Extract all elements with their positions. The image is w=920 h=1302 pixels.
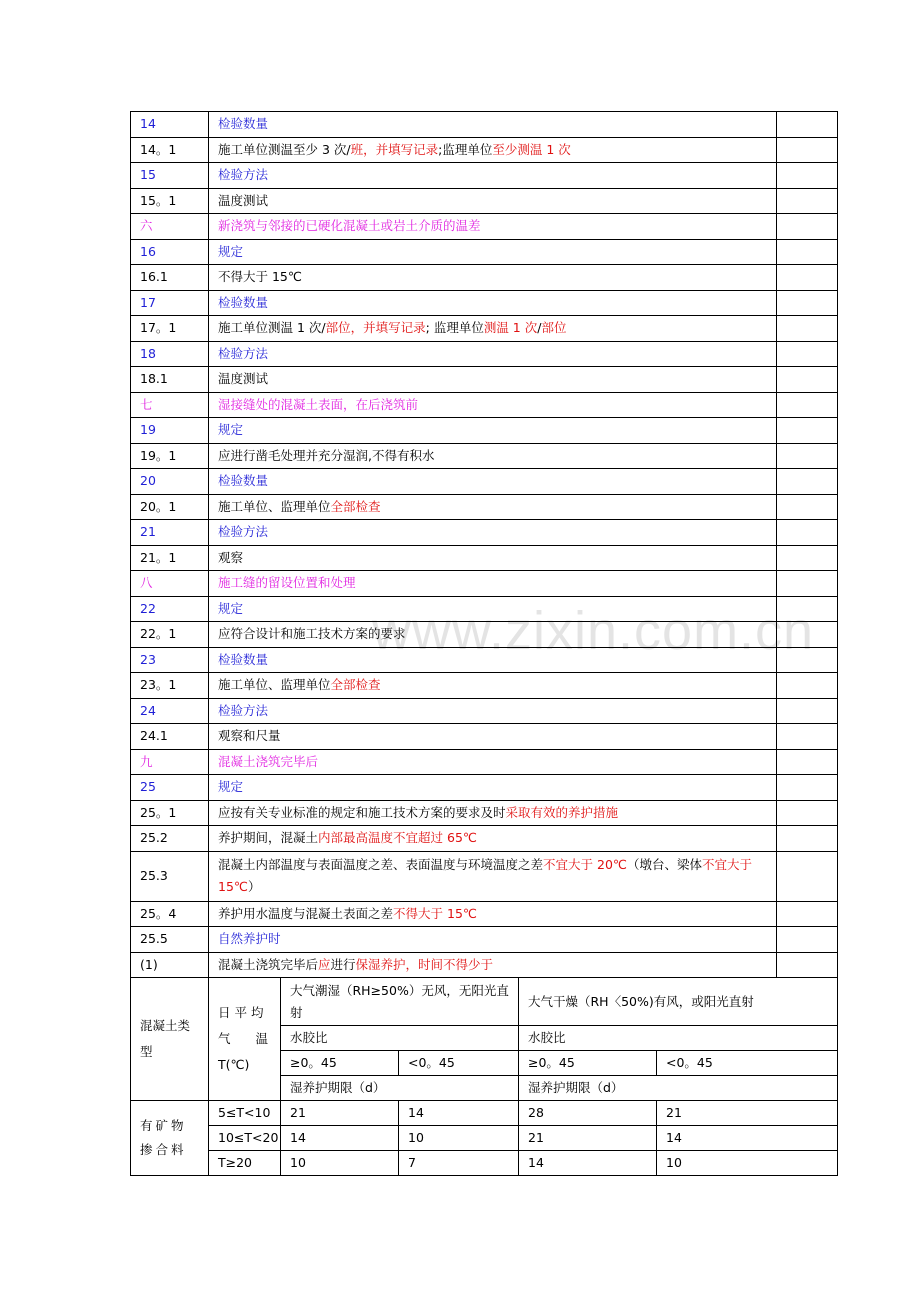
watermark: www.zixin.com.cn	[372, 601, 815, 661]
content-segment: 养护用水温度与混凝土表面之差	[218, 905, 394, 921]
period-value: 14	[399, 1101, 519, 1126]
content-segment: 检验数量	[218, 473, 269, 489]
spec-row	[131, 596, 838, 622]
remarks-cell	[777, 901, 838, 927]
content-segment: 规定	[218, 779, 244, 795]
row-content	[209, 927, 777, 953]
row-number: 19。1	[131, 443, 209, 469]
spec-row	[131, 214, 838, 240]
remarks-cell	[777, 367, 838, 393]
remarks-cell	[777, 647, 838, 673]
content-segment: 不宜大于 15℃	[218, 857, 752, 894]
row-number: (1)	[131, 952, 209, 978]
row-content	[209, 724, 777, 750]
period-value: 10	[399, 1126, 519, 1151]
wc-ratio-dry: 水胶比	[519, 1026, 838, 1051]
spec-row	[131, 622, 838, 648]
row-number: 25.5	[131, 927, 209, 953]
row-number: 17。1	[131, 316, 209, 342]
row-number: 六	[131, 214, 209, 240]
content-segment: 规定	[218, 422, 244, 438]
content-segment: 检验方法	[218, 167, 269, 183]
content-segment: 混凝土内部温度与表面温度之差、表面温度与环境温度之差	[218, 857, 544, 872]
content-segment: 混凝土浇筑完毕后	[218, 956, 319, 972]
row-content	[209, 418, 777, 444]
ratio-lt-humid: <0。45	[399, 1051, 519, 1076]
concrete-type-label: 混凝土类型	[131, 978, 209, 1101]
row-content	[209, 622, 777, 648]
row-number: 23。1	[131, 673, 209, 699]
remarks-cell	[777, 316, 838, 342]
row-number: 20	[131, 469, 209, 495]
row-content	[209, 545, 777, 571]
content-segment: 检验数量	[218, 294, 269, 310]
remarks-cell	[777, 418, 838, 444]
row-content	[209, 367, 777, 393]
remarks-cell	[777, 749, 838, 775]
row-content	[209, 163, 777, 189]
row-number: 18	[131, 341, 209, 367]
spec-row	[131, 545, 838, 571]
ratio-ge-humid: ≥0。45	[281, 1051, 399, 1076]
row-number: 18.1	[131, 367, 209, 393]
period-value: 10	[281, 1151, 399, 1176]
content-segment: 观察	[218, 549, 244, 565]
content-segment: /	[537, 320, 542, 336]
spec-row	[131, 367, 838, 393]
remarks-cell	[777, 290, 838, 316]
row-content	[209, 494, 777, 520]
period-humid: 湿养护期限（d）	[281, 1076, 519, 1101]
row-content	[209, 952, 777, 978]
row-number: 23	[131, 647, 209, 673]
spec-row	[131, 775, 838, 801]
ratio-lt-dry: <0。45	[657, 1051, 838, 1076]
row-number: 15	[131, 163, 209, 189]
row-number: 22。1	[131, 622, 209, 648]
spec-row	[131, 188, 838, 214]
remarks-cell	[777, 494, 838, 520]
row-content	[209, 214, 777, 240]
spec-row	[131, 927, 838, 953]
row-number: 16.1	[131, 265, 209, 291]
spec-row	[131, 901, 838, 927]
content-segment: 温度测试	[218, 192, 269, 208]
remarks-cell	[777, 265, 838, 291]
row-number: 25.2	[131, 826, 209, 852]
row-content	[209, 443, 777, 469]
remarks-cell	[777, 596, 838, 622]
spec-row	[131, 698, 838, 724]
row-content	[209, 571, 777, 597]
content-segment: 养护期间，混凝土	[218, 830, 319, 846]
spec-row	[131, 851, 838, 901]
remarks-cell	[777, 137, 838, 163]
row-number: 20。1	[131, 494, 209, 520]
content-segment: ）	[247, 879, 261, 894]
row-number: 24	[131, 698, 209, 724]
spec-row	[131, 239, 838, 265]
content-segment: 部位	[541, 320, 567, 336]
row-number: 14	[131, 112, 209, 138]
remarks-cell	[777, 341, 838, 367]
content-segment: 检验数量	[218, 651, 269, 667]
row-number: 22	[131, 596, 209, 622]
row-content	[209, 112, 777, 138]
row-number: 17	[131, 290, 209, 316]
content-segment: 全部检查	[330, 677, 381, 693]
row-content	[209, 316, 777, 342]
content-segment: 检验方法	[218, 702, 269, 718]
remarks-cell	[777, 724, 838, 750]
spec-row	[131, 265, 838, 291]
remarks-cell	[777, 443, 838, 469]
remarks-cell	[777, 851, 838, 901]
content-segment: 应	[318, 956, 331, 972]
remarks-cell	[777, 927, 838, 953]
row-number: 七	[131, 392, 209, 418]
content-segment: 规定	[218, 600, 244, 616]
content-segment: 内部最高温度不宜超过 65℃	[318, 830, 477, 846]
spec-row	[131, 647, 838, 673]
spec-row	[131, 494, 838, 520]
row-content	[209, 341, 777, 367]
remarks-cell	[777, 392, 838, 418]
wc-ratio-humid: 水胶比	[281, 1026, 519, 1051]
content-segment: 新浇筑与邻接的已硬化混凝土或岩土介质的温差	[218, 218, 481, 234]
spec-row	[131, 316, 838, 342]
row-number: 25。1	[131, 800, 209, 826]
curing-header-row	[131, 978, 838, 1026]
row-content	[209, 775, 777, 801]
content-segment: 应符合设计和施工技术方案的要求	[218, 626, 406, 642]
row-number: 21。1	[131, 545, 209, 571]
spec-row	[131, 571, 838, 597]
specification-table	[130, 111, 837, 1176]
remarks-cell	[777, 163, 838, 189]
row-content	[209, 265, 777, 291]
content-segment: 温度测试	[218, 371, 269, 387]
spec-row	[131, 443, 838, 469]
period-value: 7	[399, 1151, 519, 1176]
content-segment: ;监理单位	[438, 141, 493, 157]
period-value: 21	[657, 1101, 838, 1126]
remarks-cell	[777, 826, 838, 852]
content-segment: 观察和尺量	[218, 728, 281, 744]
spec-row	[131, 137, 838, 163]
remarks-cell	[777, 469, 838, 495]
spec-row	[131, 826, 838, 852]
content-segment: 至少测温 1 次	[492, 141, 571, 157]
spec-row	[131, 800, 838, 826]
period-value: 14	[281, 1126, 399, 1151]
content-segment: 应按有关专业标准的规定和施工技术方案的要求及时	[218, 804, 506, 820]
row-number: 25。4	[131, 901, 209, 927]
row-number: 16	[131, 239, 209, 265]
row-number: 九	[131, 749, 209, 775]
content-segment: 采取有效的养护措施	[505, 804, 619, 820]
row-content	[209, 596, 777, 622]
curing-data-row	[131, 1151, 838, 1176]
row-number: 14。1	[131, 137, 209, 163]
row-content	[209, 392, 777, 418]
content-segment: 施工单位测温至少 3 次/	[218, 141, 351, 157]
spec-row	[131, 290, 838, 316]
remarks-cell	[777, 698, 838, 724]
row-content	[209, 469, 777, 495]
period-dry: 湿养护期限（d）	[519, 1076, 838, 1101]
remarks-cell	[777, 214, 838, 240]
spec-row	[131, 112, 838, 138]
content-segment: 班，并填写记录	[350, 141, 439, 157]
period-value: 21	[519, 1126, 657, 1151]
temp-range: 5≤T<10	[209, 1101, 281, 1126]
condition-humid: 大气潮湿（RH≥50%）无风，无阳光直射	[281, 978, 519, 1026]
spec-row	[131, 673, 838, 699]
spec-row	[131, 341, 838, 367]
period-value: 14	[657, 1126, 838, 1151]
row-content	[209, 290, 777, 316]
content-segment: 不得大于 15℃	[393, 905, 477, 921]
remarks-cell	[777, 800, 838, 826]
row-number: 15。1	[131, 188, 209, 214]
curing-data-row	[131, 1101, 838, 1126]
remarks-cell	[777, 239, 838, 265]
row-content	[209, 520, 777, 546]
row-content	[209, 698, 777, 724]
content-segment: 全部检查	[330, 498, 381, 514]
content-segment: 测温 1 次	[483, 320, 538, 336]
period-value: 10	[657, 1151, 838, 1176]
period-value: 21	[281, 1101, 399, 1126]
content-segment: 施工单位测温 1 次/	[218, 320, 326, 336]
mineral-admixture-label: 有矿物掺合料	[131, 1101, 209, 1176]
row-content	[209, 137, 777, 163]
remarks-cell	[777, 571, 838, 597]
content-segment: 检验方法	[218, 524, 269, 540]
spec-row	[131, 724, 838, 750]
content-segment: 进行	[330, 956, 356, 972]
content-segment: 保湿养护，时间不得少于	[355, 956, 494, 972]
ratio-ge-dry: ≥0。45	[519, 1051, 657, 1076]
content-segment: 应进行凿毛处理并充分湿润,不得有积水	[218, 447, 435, 463]
row-content	[209, 901, 777, 927]
row-content	[209, 647, 777, 673]
spec-row	[131, 418, 838, 444]
temp-range: T≥20	[209, 1151, 281, 1176]
content-segment: 混凝土浇筑完毕后	[218, 753, 319, 769]
row-number: 八	[131, 571, 209, 597]
content-segment: 不宜大于 20℃	[543, 857, 627, 872]
spec-row	[131, 163, 838, 189]
content-segment: 规定	[218, 243, 244, 259]
row-number: 19	[131, 418, 209, 444]
row-number: 21	[131, 520, 209, 546]
content-segment: 施工缝的留设位置和处理	[218, 575, 356, 591]
spec-row	[131, 392, 838, 418]
period-value: 28	[519, 1101, 657, 1126]
content-segment: 施工单位、监理单位	[218, 677, 331, 693]
avg-temp-label: 日 平 均 气 温 T(℃)	[209, 978, 281, 1101]
content-segment: 湿接缝处的混凝土表面，在后浇筑前	[218, 396, 419, 412]
remarks-cell	[777, 622, 838, 648]
remarks-cell	[777, 545, 838, 571]
remarks-cell	[777, 188, 838, 214]
remarks-cell	[777, 520, 838, 546]
period-value: 14	[519, 1151, 657, 1176]
row-content	[209, 851, 777, 901]
row-content	[209, 749, 777, 775]
row-number: 25.3	[131, 851, 209, 901]
content-segment: 自然养护时	[218, 931, 281, 947]
condition-dry: 大气干燥（RH〈50%)有风，或阳光直射	[519, 978, 838, 1026]
content-segment: 检验数量	[218, 116, 269, 132]
row-number: 25	[131, 775, 209, 801]
content-segment: 施工单位、监理单位	[218, 498, 331, 514]
row-content	[209, 239, 777, 265]
remarks-cell	[777, 112, 838, 138]
remarks-cell	[777, 775, 838, 801]
temp-range: 10≤T<20	[209, 1126, 281, 1151]
row-number: 24.1	[131, 724, 209, 750]
row-content	[209, 188, 777, 214]
row-content	[209, 826, 777, 852]
curing-data-row	[131, 1126, 838, 1151]
content-segment: （墩台、梁体	[626, 857, 702, 872]
spec-row	[131, 952, 838, 978]
row-content	[209, 800, 777, 826]
remarks-cell	[777, 673, 838, 699]
content-segment: 检验方法	[218, 345, 269, 361]
content-segment: 部位，并填写记录	[325, 320, 426, 336]
spec-row	[131, 749, 838, 775]
spec-row	[131, 520, 838, 546]
remarks-cell	[777, 952, 838, 978]
row-content	[209, 673, 777, 699]
spec-row	[131, 469, 838, 495]
content-segment: 不得大于 15℃	[218, 269, 302, 285]
content-segment: ; 监理单位	[425, 320, 484, 336]
